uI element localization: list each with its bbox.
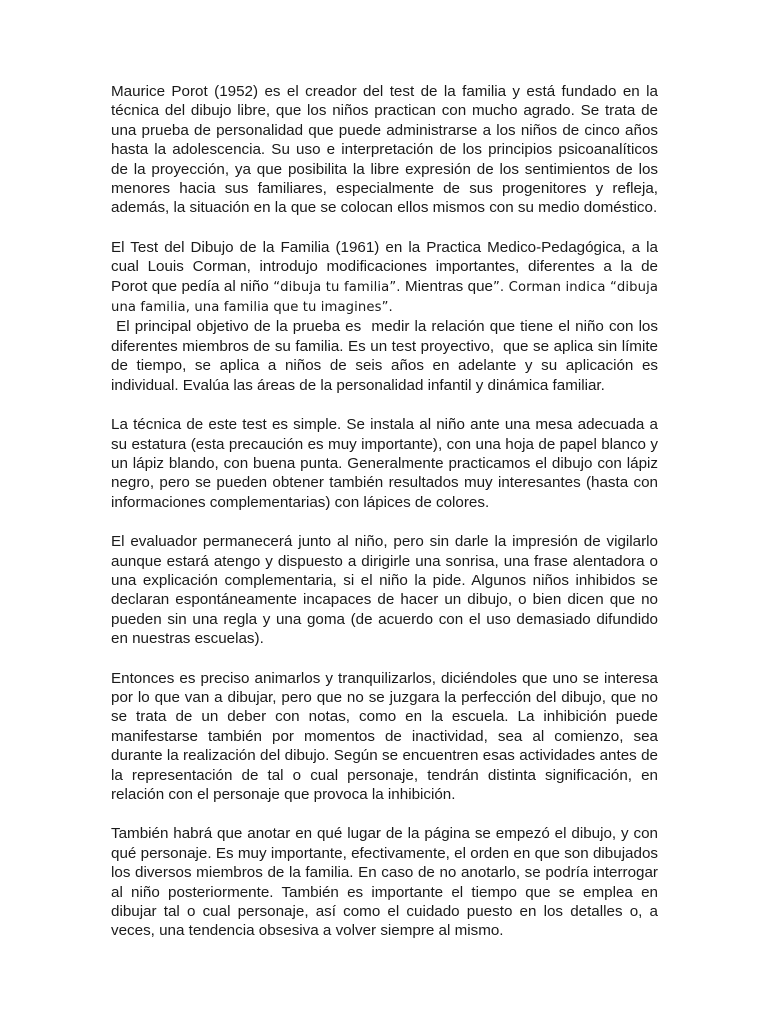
document-body (111, 82, 663, 961)
corman-lead-text: El Test del Dibujo de la Familia (1961) en la Practica Medico-Pedagógica, a la cual Louis Corman, introdujo modificaciones importantes, diferentes a la de Porot que pedía al niño (111, 238, 658, 295)
corman-quote-corman: ”. Corman indica “dibuja una familia, una familia que tu imagines”. (111, 279, 659, 316)
paragraph-technique: La técnica de este test es simple. Se instala al niño ante una mesa adecuada a su estatura (esta precaución es muy importante), con una hoja de papel blanco y un lápiz blando, con buena punta. Generalmente practicamos el dibujo con lápiz negro, pero se pueden obtener también resultados muy interesantes (hasta con informaciones complementarias) con lápices de colores. (111, 416, 658, 511)
paragraph-porot: Maurice Porot (1952) es el creador del test de la familia y está fundado en la técnica del dibujo libre, que los niños practican con mucho agrado. Se trata de una prueba de personalidad que puede administrarse a los niños de cinco años hasta la adolescencia. Su uso e interpretación de los principios psicoanalíticos de la proyección, ya que posibilita la libre expresión de los sentimientos de los menores hacia sus familiares, especialmente de sus progenitores y refleja, además, la situación en la que se colocan ellos mismos con su medio doméstico. (111, 83, 658, 217)
corman-middle-text: Mientras que (400, 277, 493, 295)
paragraph-corman (111, 238, 658, 318)
paragraph-evaluator: El evaluador permanecerá junto al niño, pero sin darle la impresión de vigilarlo aunque estará atengo y dispuesto a dirigirle una sonrisa, una frase alentadora o una explicación complementaria, si el niño la pide. Algunos niños inhibidos se declaran espontáneamente incapaces de hacer un dibujo, o bien dicen que no pueden sin una regla y una goma (de acuerdo con el uso demasiado difundido en nuestras escuelas). (111, 533, 658, 648)
paragraph-objective (111, 317, 663, 395)
corman-quote-porot: “dibuja tu familia”. (273, 279, 401, 295)
paragraph-encouragement: Entonces es preciso animarlos y tranquilizarlos, diciéndoles que uno se interesa por lo que van a dibujar, pero que no se juzgara la perfección del dibujo, que no se trata de un deber con notas, como en la escuela. La inhibición puede manifestarse también por momentos de inactividad, sea al comienzo, sea durante la realización del dibujo. Según se encuentren esas actividades antes de la representación de tal o cual personaje, tendrán distinta significación, en relación con el personaje que provoca la inhibición. (111, 669, 658, 803)
paragraph-annotation: También habrá que anotar en qué lugar de la página se empezó el dibujo, y con qué personaje. Es muy importante, efectivamente, el orden en que son dibujados los diversos miembros de la familia. En caso de no anotarlo, se podría interrogar al niño posteriormente. También es importante el tiempo que se emplea en dibujar tal o cual personaje, así como el cuidado puesto en los detalles o, a veces, una tendencia obsesiva a volver siempre al mismo. (111, 825, 658, 940)
objective-text: El principal objetivo de la prueba es medir la relación que tiene el niño con los diferentes miembros de su familia. Es un test proyectivo, que se aplica sin límite de tiempo, se aplica a niños de seis años en adelante y su aplicación es individual. Evalúa las áreas de la personalidad infantil y dinámica familiar. (111, 318, 663, 394)
